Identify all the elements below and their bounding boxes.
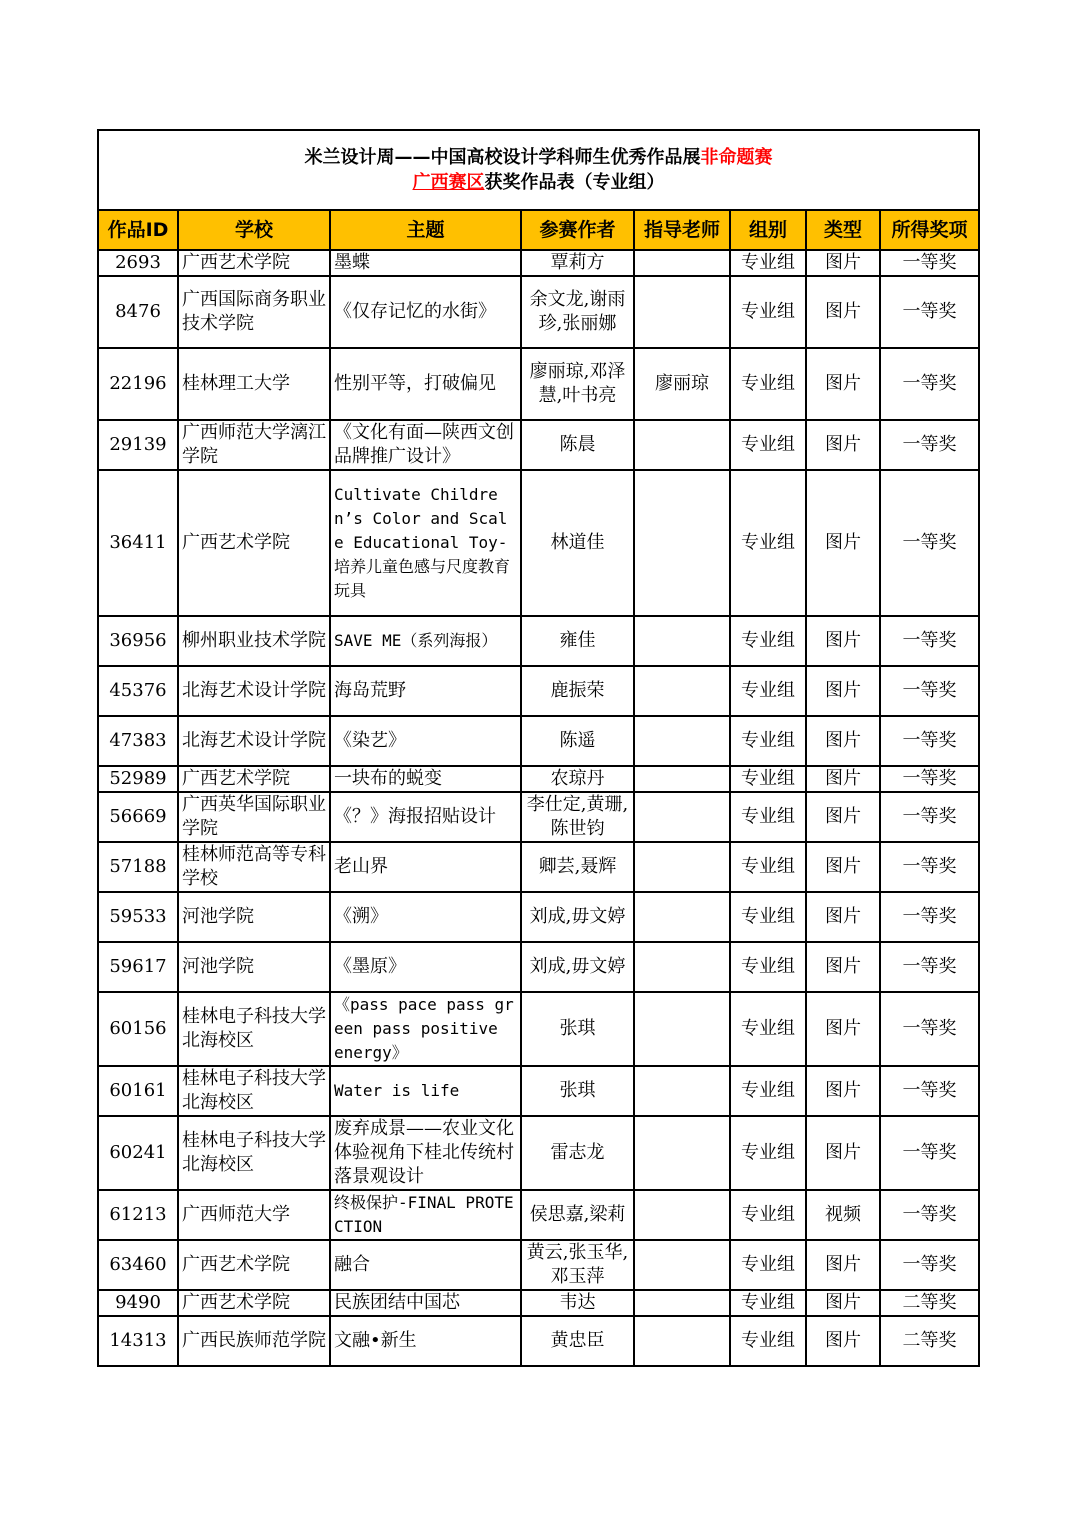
cell-award: 一等奖 (880, 420, 979, 470)
cell-topic: 一块布的蜕变 (330, 766, 521, 792)
cell-award: 一等奖 (880, 348, 979, 420)
cell-author: 卿芸,聂辉 (521, 842, 634, 892)
cell-school: 北海艺术设计学院 (178, 666, 330, 716)
title-row (98, 130, 979, 210)
cell-type: 图片 (806, 250, 880, 276)
cell-topic: Cultivate Children’s Color and Scale Educational Toy-培养儿童色感与尺度教育玩具 (330, 470, 521, 616)
cell-id: 36956 (98, 616, 178, 666)
cell-topic: 海岛荒野 (330, 666, 521, 716)
table-row (98, 348, 979, 420)
cell-award: 一等奖 (880, 1066, 979, 1116)
cell-topic: 《溯》 (330, 892, 521, 942)
cell-school: 桂林电子科技大学北海校区 (178, 1116, 330, 1190)
cell-award: 一等奖 (880, 766, 979, 792)
title-prefix: 米兰设计周——中国高校设计学科师生优秀作品展 (304, 147, 701, 168)
cell-id: 2693 (98, 250, 178, 276)
cell-topic: 《pass pace pass green pass positive energy》 (330, 992, 521, 1066)
cell-topic: 墨蝶 (330, 250, 521, 276)
cell-group: 专业组 (730, 616, 806, 666)
cell-topic: 《墨原》 (330, 942, 521, 992)
header-author: 参赛作者 (521, 210, 634, 250)
cell-id: 52989 (98, 766, 178, 792)
cell-author: 侯思嘉,梁莉 (521, 1190, 634, 1240)
cell-topic: 《染艺》 (330, 716, 521, 766)
cell-id: 60161 (98, 1066, 178, 1116)
cell-school: 桂林电子科技大学北海校区 (178, 1066, 330, 1116)
cell-topic: 《？》海报招贴设计 (330, 792, 521, 842)
cell-type: 图片 (806, 792, 880, 842)
cell-author: 刘成,毋文婷 (521, 892, 634, 942)
cell-group: 专业组 (730, 250, 806, 276)
cell-award: 一等奖 (880, 1240, 979, 1290)
cell-group: 专业组 (730, 716, 806, 766)
cell-group: 专业组 (730, 1316, 806, 1366)
table-row (98, 892, 979, 942)
cell-award: 一等奖 (880, 470, 979, 616)
cell-id: 61213 (98, 1190, 178, 1240)
cell-school: 广西国际商务职业技术学院 (178, 276, 330, 348)
cell-author: 韦达 (521, 1290, 634, 1316)
cell-id: 9490 (98, 1290, 178, 1316)
cell-author: 陈晨 (521, 420, 634, 470)
title-line-1 (103, 145, 974, 170)
title-line-2 (103, 170, 974, 195)
cell-school: 桂林电子科技大学北海校区 (178, 992, 330, 1066)
cell-group: 专业组 (730, 420, 806, 470)
cell-author: 张琪 (521, 992, 634, 1066)
cell-type: 图片 (806, 766, 880, 792)
cell-id: 59617 (98, 942, 178, 992)
table-row (98, 842, 979, 892)
cell-author: 雷志龙 (521, 1116, 634, 1190)
cell-school: 河池学院 (178, 892, 330, 942)
cell-author: 李仕定,黄珊,陈世钧 (521, 792, 634, 842)
title-region: 广西赛区 (412, 172, 485, 193)
award-table-sheet (97, 129, 978, 1367)
table-row (98, 992, 979, 1066)
cell-award: 一等奖 (880, 1116, 979, 1190)
cell-id: 47383 (98, 716, 178, 766)
header-id: 作品ID (98, 210, 178, 250)
cell-topic: Water is life (330, 1066, 521, 1116)
cell-teacher (634, 892, 730, 942)
cell-award: 一等奖 (880, 792, 979, 842)
cell-group: 专业组 (730, 1116, 806, 1190)
cell-id: 63460 (98, 1240, 178, 1290)
cell-school: 广西艺术学院 (178, 470, 330, 616)
cell-type: 视频 (806, 1190, 880, 1240)
cell-id: 57188 (98, 842, 178, 892)
cell-topic: 性别平等，打破偏见 (330, 348, 521, 420)
cell-school: 桂林师范高等专科学校 (178, 842, 330, 892)
table-row (98, 420, 979, 470)
header-teacher: 指导老师 (634, 210, 730, 250)
cell-teacher (634, 842, 730, 892)
cell-teacher (634, 276, 730, 348)
header-type: 类型 (806, 210, 880, 250)
cell-id: 8476 (98, 276, 178, 348)
header-topic: 主题 (330, 210, 521, 250)
cell-award: 一等奖 (880, 616, 979, 666)
cell-group: 专业组 (730, 766, 806, 792)
cell-group: 专业组 (730, 942, 806, 992)
cell-topic: 废弃成景——农业文化体验视角下桂北传统村落景观设计 (330, 1116, 521, 1190)
cell-topic: 《文化有面—陕西文创品牌推广设计》 (330, 420, 521, 470)
cell-award: 一等奖 (880, 1190, 979, 1240)
cell-school: 广西师范大学漓江学院 (178, 420, 330, 470)
header-award: 所得奖项 (880, 210, 979, 250)
cell-author: 覃莉方 (521, 250, 634, 276)
cell-id: 22196 (98, 348, 178, 420)
table-row (98, 1066, 979, 1116)
cell-id: 14313 (98, 1316, 178, 1366)
cell-id: 60156 (98, 992, 178, 1066)
cell-author: 廖丽琼,邓泽慧,叶书亮 (521, 348, 634, 420)
cell-award: 一等奖 (880, 892, 979, 942)
cell-topic: 终极保护-FINAL PROTECTION (330, 1190, 521, 1240)
cell-teacher (634, 1290, 730, 1316)
cell-teacher (634, 666, 730, 716)
cell-teacher (634, 1316, 730, 1366)
cell-award: 一等奖 (880, 276, 979, 348)
cell-teacher (634, 250, 730, 276)
cell-type: 图片 (806, 348, 880, 420)
cell-group: 专业组 (730, 792, 806, 842)
cell-school: 广西师范大学 (178, 1190, 330, 1240)
cell-award: 二等奖 (880, 1290, 979, 1316)
cell-author: 黄云,张玉华,邓玉萍 (521, 1240, 634, 1290)
cell-group: 专业组 (730, 1290, 806, 1316)
cell-id: 29139 (98, 420, 178, 470)
cell-type: 图片 (806, 1116, 880, 1190)
cell-award: 一等奖 (880, 992, 979, 1066)
cell-type: 图片 (806, 842, 880, 892)
cell-school: 广西艺术学院 (178, 250, 330, 276)
cell-author: 林道佳 (521, 470, 634, 616)
cell-type: 图片 (806, 1290, 880, 1316)
cell-type: 图片 (806, 420, 880, 470)
table-row (98, 792, 979, 842)
cell-id: 56669 (98, 792, 178, 842)
cell-topic: 《仅存记忆的水街》 (330, 276, 521, 348)
cell-teacher (634, 992, 730, 1066)
cell-award: 二等奖 (880, 1316, 979, 1366)
cell-teacher: 廖丽琼 (634, 348, 730, 420)
cell-author: 陈遥 (521, 716, 634, 766)
cell-teacher (634, 1190, 730, 1240)
cell-type: 图片 (806, 992, 880, 1066)
cell-type: 图片 (806, 666, 880, 716)
cell-group: 专业组 (730, 1240, 806, 1290)
cell-type: 图片 (806, 616, 880, 666)
table-row (98, 1116, 979, 1190)
cell-type: 图片 (806, 716, 880, 766)
cell-type: 图片 (806, 1240, 880, 1290)
cell-group: 专业组 (730, 348, 806, 420)
cell-award: 一等奖 (880, 716, 979, 766)
cell-author: 鹿振荣 (521, 666, 634, 716)
cell-award: 一等奖 (880, 666, 979, 716)
table-row (98, 1240, 979, 1290)
header-group: 组别 (730, 210, 806, 250)
header-school: 学校 (178, 210, 330, 250)
award-table (97, 129, 980, 1367)
cell-teacher (634, 766, 730, 792)
cell-award: 一等奖 (880, 942, 979, 992)
cell-topic: 民族团结中国芯 (330, 1290, 521, 1316)
cell-topic: 融合 (330, 1240, 521, 1290)
cell-type: 图片 (806, 1316, 880, 1366)
cell-teacher (634, 616, 730, 666)
cell-school: 河池学院 (178, 942, 330, 992)
table-row (98, 666, 979, 716)
table-row (98, 470, 979, 616)
cell-author: 张琪 (521, 1066, 634, 1116)
cell-school: 广西艺术学院 (178, 1290, 330, 1316)
cell-id: 45376 (98, 666, 178, 716)
cell-group: 专业组 (730, 1066, 806, 1116)
cell-school: 广西艺术学院 (178, 1240, 330, 1290)
table-row (98, 942, 979, 992)
cell-id: 36411 (98, 470, 178, 616)
table-row (98, 616, 979, 666)
cell-author: 雍佳 (521, 616, 634, 666)
cell-id: 59533 (98, 892, 178, 942)
cell-teacher (634, 1116, 730, 1190)
cell-author: 余文龙,谢雨珍,张丽娜 (521, 276, 634, 348)
cell-teacher (634, 716, 730, 766)
cell-school: 桂林理工大学 (178, 348, 330, 420)
cell-type: 图片 (806, 1066, 880, 1116)
cell-school: 北海艺术设计学院 (178, 716, 330, 766)
cell-topic: SAVE ME（系列海报） (330, 616, 521, 666)
header-row (98, 210, 979, 250)
cell-teacher (634, 1240, 730, 1290)
cell-id: 60241 (98, 1116, 178, 1190)
cell-group: 专业组 (730, 992, 806, 1066)
title-suffix: 获奖作品表（专业组） (484, 172, 665, 193)
cell-school: 广西民族师范学院 (178, 1316, 330, 1366)
cell-award: 一等奖 (880, 250, 979, 276)
cell-group: 专业组 (730, 842, 806, 892)
cell-group: 专业组 (730, 892, 806, 942)
cell-author: 刘成,毋文婷 (521, 942, 634, 992)
cell-group: 专业组 (730, 276, 806, 348)
cell-award: 一等奖 (880, 842, 979, 892)
cell-teacher (634, 470, 730, 616)
cell-type: 图片 (806, 942, 880, 992)
cell-teacher (634, 792, 730, 842)
cell-group: 专业组 (730, 666, 806, 716)
cell-school: 广西英华国际职业学院 (178, 792, 330, 842)
cell-topic: 老山界 (330, 842, 521, 892)
cell-school: 广西艺术学院 (178, 766, 330, 792)
cell-school: 柳州职业技术学院 (178, 616, 330, 666)
cell-type: 图片 (806, 276, 880, 348)
cell-type: 图片 (806, 470, 880, 616)
cell-group: 专业组 (730, 470, 806, 616)
cell-teacher (634, 420, 730, 470)
table-title (98, 130, 979, 210)
cell-topic: 文融•新生 (330, 1316, 521, 1366)
cell-author: 黄忠臣 (521, 1316, 634, 1366)
cell-teacher (634, 942, 730, 992)
table-row (98, 250, 979, 276)
table-row (98, 276, 979, 348)
table-row (98, 1190, 979, 1240)
table-row (98, 766, 979, 792)
title-category: 非命题赛 (700, 147, 773, 168)
cell-author: 农琼丹 (521, 766, 634, 792)
cell-group: 专业组 (730, 1190, 806, 1240)
cell-type: 图片 (806, 892, 880, 942)
table-row (98, 1290, 979, 1316)
table-row (98, 1316, 979, 1366)
table-row (98, 716, 979, 766)
cell-teacher (634, 1066, 730, 1116)
